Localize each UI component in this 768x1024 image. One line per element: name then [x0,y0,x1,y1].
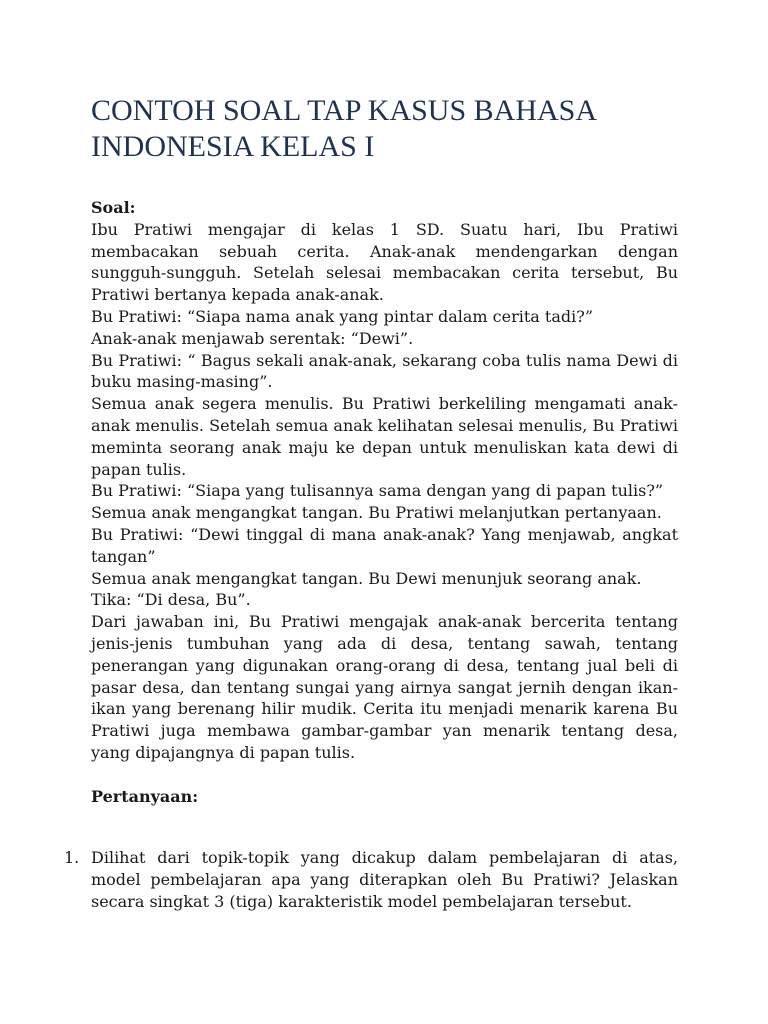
soal-section [91,197,678,764]
paragraph: Semua anak mengangkat tangan. Bu Pratiwi melanjutkan pertanyaan. [91,503,662,523]
paragraph: Bu Pratiwi: “Dewi tinggal di mana anak-anak? Yang menjawab, angkat tangan” [91,524,678,566]
paragraph: Semua anak mengangkat tangan. Bu Dewi menunjuk seorang anak. [91,568,642,588]
paragraph: Ibu Pratiwi mengajar di kelas 1 SD. Suatu hari, Ibu Pratiwi membacakan sebuah cerita. Anak-anak mendengarkan dengan sungguh-sungguh. Setelah selesai membacakan cerita tersebut, Bu Pratiwi bertanya kepada anak-anak. [91,219,678,305]
paragraph: Bu Pratiwi: “Siapa yang tulisannya sama dengan yang di papan tulis?” [91,481,664,501]
paragraph: Anak-anak menjawab serentak: “Dewi”. [91,328,414,348]
pertanyaan-heading: Pertanyaan: [91,787,199,806]
document-title: CONTOH SOAL TAP KASUS BAHASA INDONESIA KELAS I [91,94,596,163]
paragraph: Dari jawaban ini, Bu Pratiwi mengajak anak-anak bercerita tentang jenis-jenis tumbuhan yang ada di desa, tentang sawah, tentang penerangan yang digunakan orang-orang di desa, tentang jual beli di pasar desa, dan tentang sungai yang airnya sangat jernih dengan ikan-ikan yang berenang hilir mudik. Cerita itu menjadi menarik karena Bu Pratiwi juga membawa gambar-gambar yan menarik tentang desa, yang dipajangnya di papan tulis. [91,612,678,762]
question-text: Dilihat dari topik-topik yang dicakup dalam pembelajaran di atas, model pembelajaran apa yang diterapkan oleh Bu Pratiwi? Jelaskan secara singkat 3 (tiga) karakteristik model pembelajaran tersebut. [91,848,678,911]
soal-heading: Soal: [91,198,136,217]
paragraph: Tika: “Di desa, Bu”. [91,590,251,610]
question-item [64,847,678,913]
question-number: 1. [64,848,80,867]
paragraph: Bu Pratiwi: “ Bagus sekali anak-anak, sekarang coba tulis nama Dewi di buku masing-masing”. [91,350,678,392]
paragraph: Semua anak segera menulis. Bu Pratiwi berkeliling mengamati anak-anak menulis. Setelah semua anak kelihatan selesai menulis, Bu Pratiwi meminta seorang anak maju ke depan untuk menuliskan kata dewi di papan tulis. [91,394,678,479]
paragraph: Bu Pratiwi: “Siapa nama anak yang pintar dalam cerita tadi?” [91,306,594,326]
